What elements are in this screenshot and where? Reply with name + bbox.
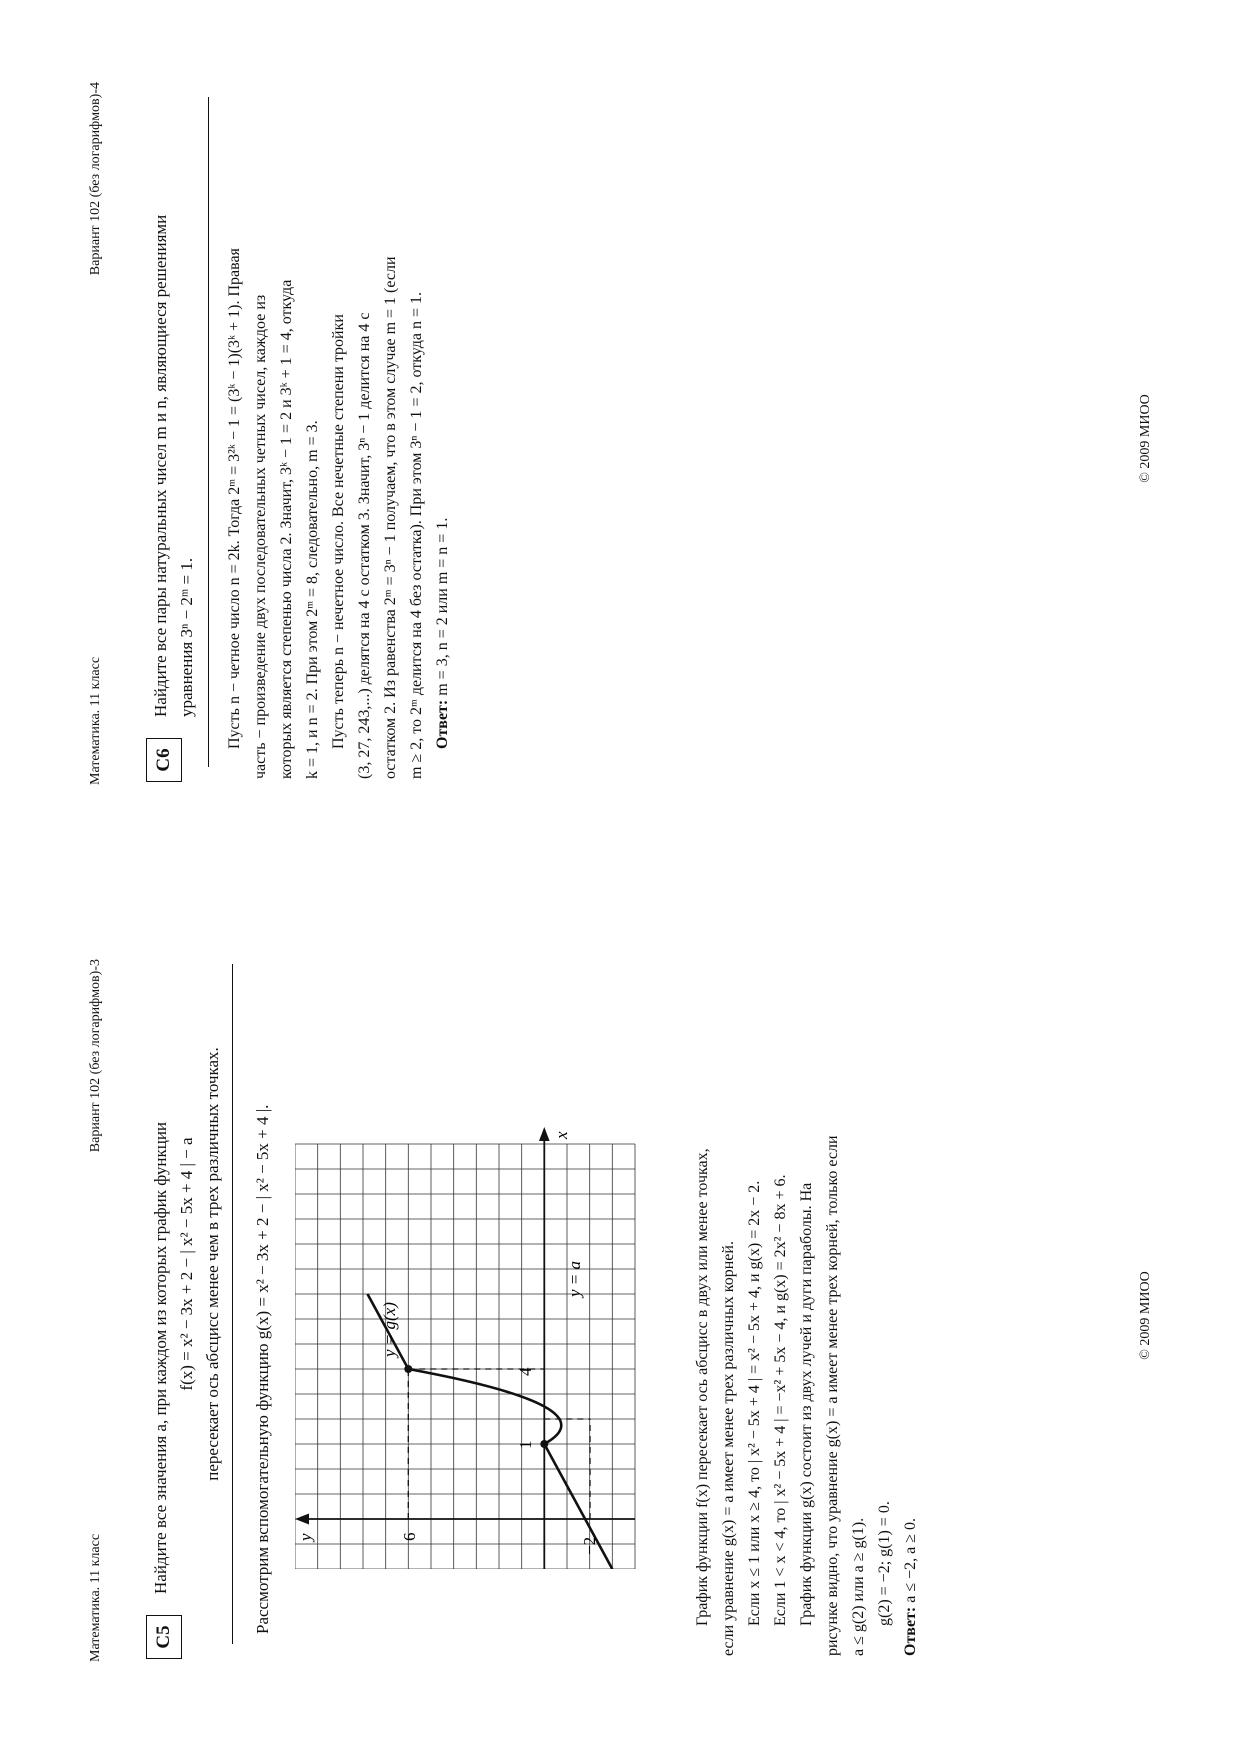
solution-line: g(2) = −2; g(1) = 0. xyxy=(876,1501,893,1626)
solution-line: остатком 2. Из равенства 2ᵐ = 3ⁿ − 1 получаем, что в этом случае m = 1 (если xyxy=(382,256,399,779)
solution-line: a ≤ g(2) или a ≥ g(1). xyxy=(850,1517,867,1656)
task-statement xyxy=(148,77,200,717)
solution-text xyxy=(690,956,924,1656)
answer-label: Ответ: xyxy=(902,1606,919,1656)
y-axis-label: y xyxy=(296,1533,315,1541)
answer-label: Ответ: xyxy=(434,699,451,749)
solution-line: (3, 27, 243,...) делятся на 4 с остатком 3. Значит, 3ⁿ − 1 делится на 4 с xyxy=(356,312,373,779)
tick-label-1: 1 xyxy=(516,1440,535,1449)
answer xyxy=(898,956,924,1656)
graph-curve xyxy=(368,1294,613,1569)
task-number-box: С5 xyxy=(146,1615,182,1659)
x-axis-arrow xyxy=(539,1127,550,1141)
x-axis-label: x xyxy=(552,1131,571,1139)
task-line: Найдите все значения a, при каждом из которых график функции xyxy=(151,1121,170,1594)
line-label: y = a xyxy=(565,1260,584,1297)
point xyxy=(540,1440,548,1448)
answer xyxy=(430,89,456,779)
solution-line: которых является степенью числа 2. Значит, 3ᵏ − 1 = 2 и 3ᵏ + 1 = 4, откуда xyxy=(278,279,295,779)
page-header-right: Вариант 102 (без логарифмов)-4 xyxy=(88,82,103,276)
solution-line: Пусть теперь n − нечетное число. Все нечетные степени тройки xyxy=(330,314,347,749)
function-graph xyxy=(295,1123,645,1569)
solution-line: График функции f(x) пересекает ось абсцисс в двух или менее точках, xyxy=(694,1148,711,1626)
curve-label: y = g(x) xyxy=(380,1302,399,1357)
tick-label-4: 4 xyxy=(516,1367,535,1376)
page-header-left: Математика. 11 класс xyxy=(88,656,103,785)
task-line: Найдите все пары натуральных чисел m и n, являющиеся решениями xyxy=(151,214,170,717)
page-footer: © 2009 МИОО xyxy=(1138,394,1153,483)
grid xyxy=(295,1144,635,1569)
page-left xyxy=(0,877,1239,1754)
answer-text: m = 3, n = 2 или m = n = 1. xyxy=(434,517,451,700)
tick-label-6: 6 xyxy=(400,1532,419,1541)
solution-line: k = 1, и n = 2. При этом 2ᵐ = 8, следовательно, m = 3. xyxy=(304,420,321,779)
task-formula: f(x) = x² − 3x + 2 − | x² − 5x + 4 | − a xyxy=(177,1137,196,1391)
page-header-left: Математика. 11 класс xyxy=(88,1533,103,1662)
page-header-right: Вариант 102 (без логарифмов)-3 xyxy=(88,959,103,1153)
point xyxy=(404,1365,412,1373)
y-axis-arrow xyxy=(295,1514,309,1525)
intro-text: Рассмотрим вспомогательную функцию g(x) = x² − 3x + 2 − | x² − 5x + 4 |. xyxy=(253,1104,272,1634)
task-statement xyxy=(148,934,226,1594)
divider xyxy=(232,964,233,1644)
task-line: уравнения 3ⁿ − 2ᵐ = 1. xyxy=(177,557,196,717)
solution-line: Если 1 < x < 4, то | x² − 5x + 4 | = −x² + 5x − 4, и g(x) = 2x² − 8x + 6. xyxy=(772,1174,789,1626)
solution-line: часть − произведение двух последовательных четных чисел, каждое из xyxy=(252,294,269,779)
solution-line: График функции g(x) состоит из двух лучей и дуги параболы. На xyxy=(798,1182,815,1626)
solution-line: Если x ≤ 1 или x ≥ 4, то | x² − 5x + 4 | = x² − 5x + 4, и g(x) = 2x − 2. xyxy=(746,1180,763,1626)
tick-label-minus-2: −2 xyxy=(580,1536,599,1555)
task-line: пересекает ось абсцисс менее чем в трех различных точках. xyxy=(203,1047,222,1481)
answer-text: a ≤ −2, a ≥ 0. xyxy=(902,1517,919,1607)
solution-line: если уравнение g(x) = a имеет менее трех различных корней. xyxy=(720,1241,737,1656)
task-number-box: С6 xyxy=(146,738,182,782)
solution-line: m ≥ 2, то 2ᵐ делится на 4 без остатка). При этом 3ⁿ − 1 = 2, откуда n = 1. xyxy=(408,291,425,779)
divider xyxy=(208,97,209,767)
solution-text xyxy=(222,89,456,779)
page-footer: © 2009 МИОО xyxy=(1138,1271,1153,1360)
solution-line: рисунке видно, что уравнение g(x) = a имеет менее трех корней, только если xyxy=(824,1135,841,1656)
solution-line: Пусть n − четное число n = 2k. Тогда 2ᵐ = 3²ᵏ − 1 = (3ᵏ − 1)(3ᵏ + 1). Правая xyxy=(226,248,243,749)
